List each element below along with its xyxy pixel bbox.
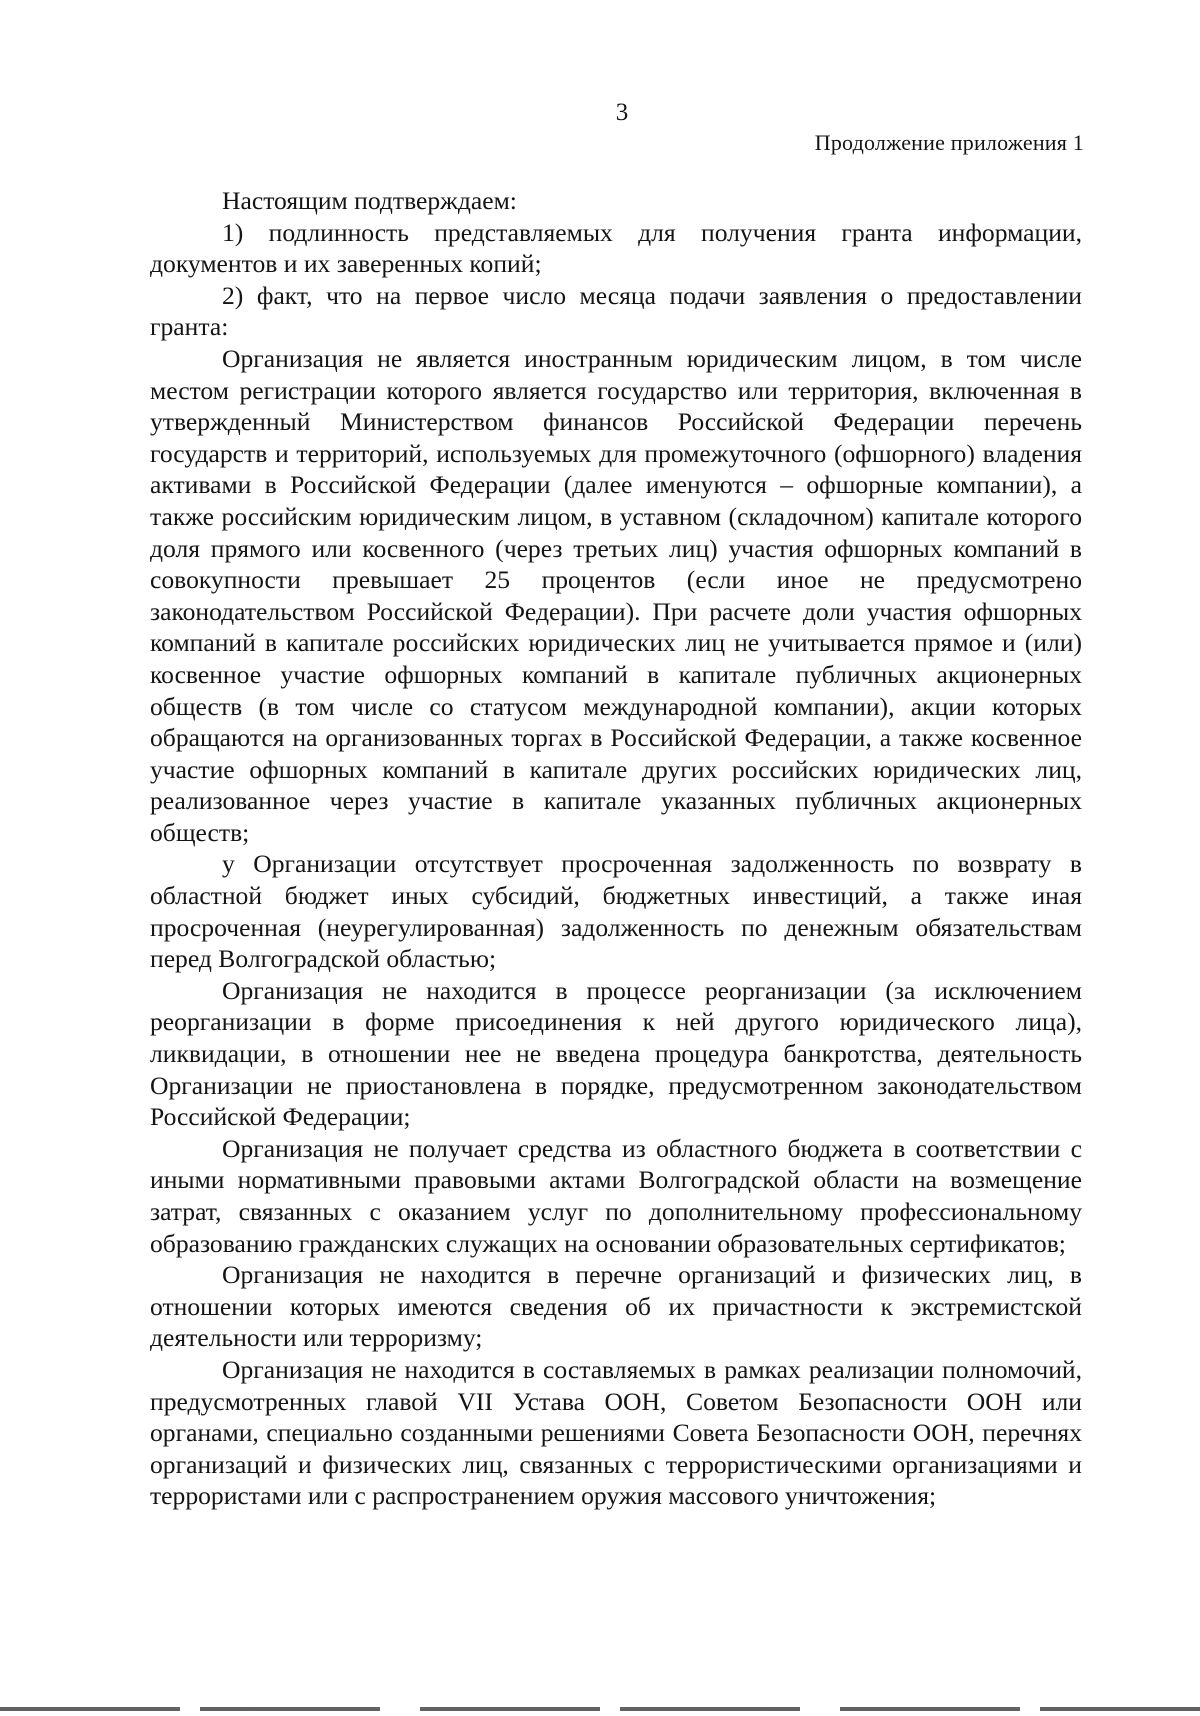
paragraph-extremism: Организация не находится в перечне организаций и физических лиц, в отношении которых имеются сведения об их причастности к экстремистской деятельности или терроризму; bbox=[150, 1260, 1082, 1353]
paragraph-item-1: 1) подлинность представляемых для получения гранта информации, документов и их заверенных копий; bbox=[150, 217, 1082, 279]
scan-edge-artifact bbox=[0, 1707, 1200, 1711]
document-body bbox=[150, 185, 1082, 1512]
page-number: 3 bbox=[615, 99, 629, 126]
paragraph-offshore: Организация не является иностранным юридическим лицом, в том числе местом регистрации которого является государство или территория, включенная в утвержденный Министерством финансов Российской Федерации перечень государств и территорий, используемых для промежуточного (офшорного) владения активами в Российской Федерации (далее именуются – офшорные компании), а также российским юридическим лицом, в уставном (складочном) капитале которого доля прямого или косвенного (через третьих лиц) участия офшорных компаний в совокупности превышает 25 процентов (если иное не предусмотрено законодательством Российской Федерации). При расчете доли участия офшорных компаний в капитале российских юридических лиц не учитывается прямое и (или) косвенное участие офшорных компаний в капитале публичных акционерных обществ (в том числе со статусом международной компании), акции которых обращаются на организованных торгах в Российской Федерации, а также косвенное участие офшорных компаний в капитале других российских юридических лиц, реализованное через участие в капитале указанных публичных акционерных обществ; bbox=[150, 343, 1082, 847]
paragraph-intro: Настоящим подтверждаем: bbox=[222, 186, 517, 215]
paragraph-un-lists: Организация не находится в составляемых в рамках реализации полномочий, предусмотренных главой VII Устава ООН, Советом Безопасности ООН или органами, специально созданными решениями Совета Безопасности ООН, перечнях организаций и физических лиц, связанных с террористическими организациями и террористами или с распространением оружия массового уничтожения; bbox=[150, 1354, 1082, 1511]
paragraph-reorganization: Организация не находится в процессе реорганизации (за исключением реорганизации в форме присоединения к ней другого юридического лица), ликвидации, в отношении нее не введена процедура банкротства, деятельность Организации не приостановлена в порядке, предусмотренном законодательством Российской Федерации; bbox=[150, 975, 1082, 1132]
paragraph-budget-funds: Организация не получает средства из областного бюджета в соответствии с иными нормативными правовыми актами Волгоградской области на возмещение затрат, связанных с оказанием услуг по дополнительному профессиональному образованию гражданских служащих на основании образовательных сертификатов; bbox=[150, 1133, 1082, 1258]
appendix-continuation-note: Продолжение приложения 1 bbox=[814, 130, 1084, 155]
paragraph-debt: у Организации отсутствует просроченная задолженность по возврату в областной бюджет иных субсидий, бюджетных инвестиций, а также иная просроченная (неурегулированная) задолженность по денежным обязательствам перед Волгоградской областью; bbox=[150, 849, 1082, 974]
paragraph-item-2: 2) факт, что на первое число месяца подачи заявления о предоставлении гранта: bbox=[150, 280, 1082, 342]
